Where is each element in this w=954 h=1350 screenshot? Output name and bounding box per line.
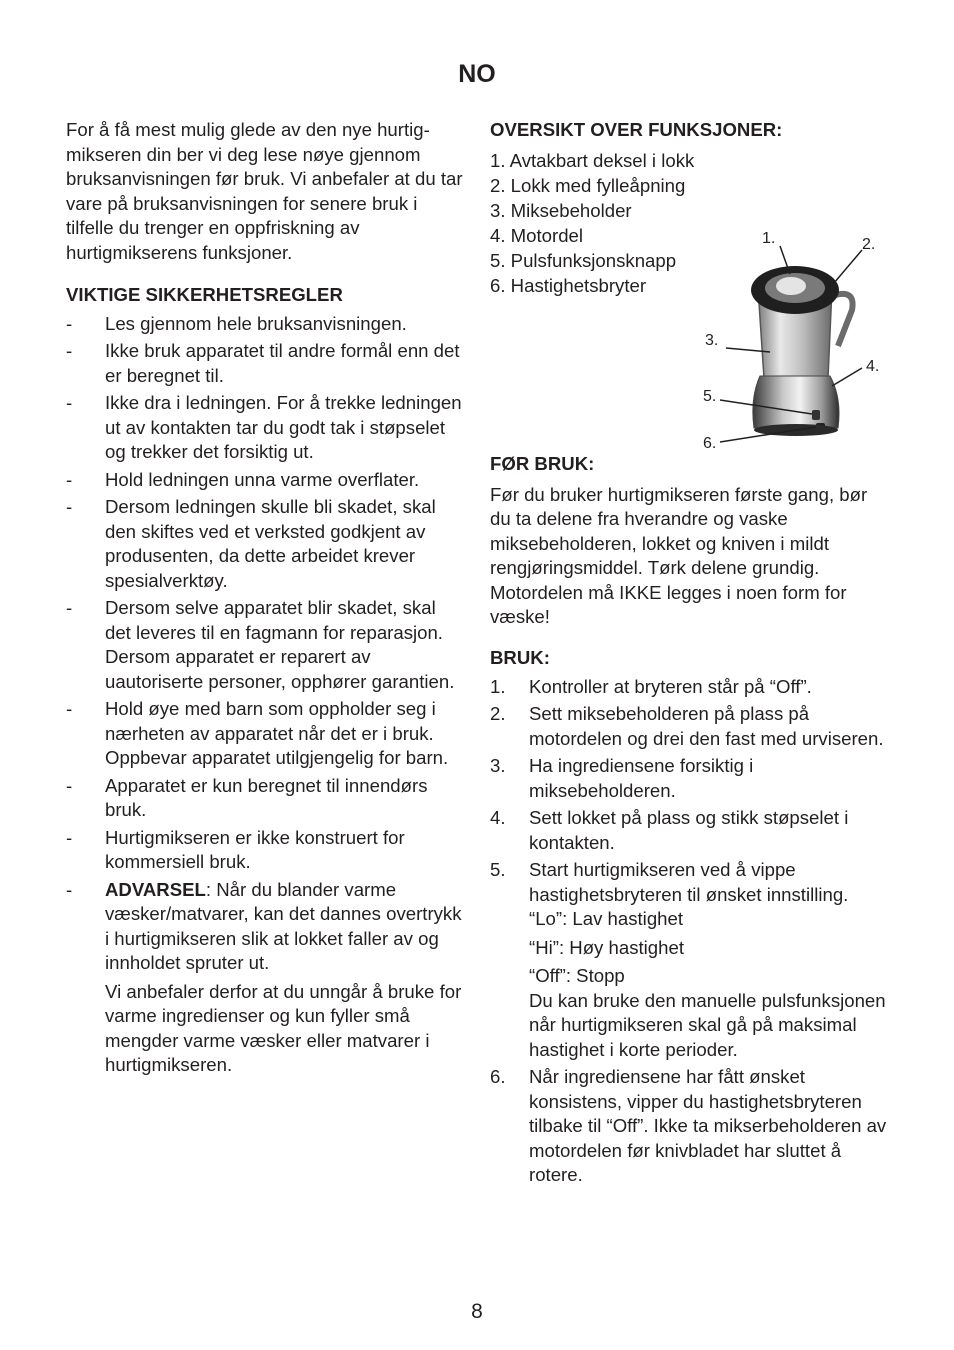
use-steps (490, 675, 900, 1188)
speed-hi: “Hi”: Høy hastighet (529, 936, 684, 958)
page-number: 8 (471, 1300, 483, 1323)
warning-extra: Vi anbefaler derfor at du unngår å bruke for varme ingredienser og kun fyller små mengder varme væsker eller matvarer i hurtigmikseren. (105, 980, 462, 1075)
warning-label: ADVARSEL (105, 878, 206, 900)
before-use-text: Før du bruker hurtigmikseren første gang, bør du ta delene fra hverandre og vaske miksebeholderen, lokket og kniven i mildt rengjøringsmiddel. Tørk delene grundig. Motordelen må IKKE legges i noen form for væske! (490, 483, 868, 627)
list-item: - Hold øye med barn som oppholder seg i nærheten av apparatet når det er i bruk. Oppbevar apparatet utilgjengelig for barn. (66, 698, 449, 768)
list-item: 2. Sett miksebeholderen på plass på motordelen og drei den fast med urviseren. (490, 703, 884, 749)
speed-lo: “Lo”: Lav hastighet (529, 908, 684, 929)
callout-6: 6. (703, 435, 717, 452)
list-item: 1. Kontroller at bryteren står på “Off”. (490, 675, 812, 697)
list-item: 3. Ha ingrediensene forsiktig i miksebeholderen. (490, 755, 754, 801)
list-item: 2. Lokk med fylleåpning (490, 174, 686, 196)
list-item: 5. Start hurtigmikseren ved å vippe hastighetsbryteren til ønsket innstilling. “Lo”: Lav hastighet “Hi”: Høy hastighet “Off”: Stopp Du kan bruke den manuelle pulsfunksjonen når hurtigmikseren skal gå på maksimal hastighet i korte perioder. (490, 858, 900, 1062)
overview-title: OVERSIKT OVER FUNKSJONER: (490, 119, 783, 140)
list-item: 5. Pulsfunksjonsknapp (490, 249, 677, 271)
blender-icon (700, 228, 890, 460)
callout-1: 1. (762, 230, 776, 247)
warning-item: - ADVARSEL: Når du blander varme væsker/matvarer, kan det dannes overtrykk i hurtigmikseren slik at lokket faller av og innholdet spruter ut. Vi anbefaler derfor at du unngår å bruke for varme ingredienser og kun fyller små mengder varme væsker eller matvarer i hurtigmikseren. (66, 878, 466, 1078)
left-column (66, 118, 466, 1081)
before-use-title: FØR BRUK: (490, 453, 595, 474)
callout-4: 4. (866, 358, 880, 375)
list-item: - Hold ledningen unna varme overflater. (66, 468, 420, 490)
list-item: - Apparatet er kun beregnet til innendørs bruk. (66, 774, 428, 820)
before-use-section (490, 452, 890, 630)
callout-3: 3. (705, 332, 719, 349)
use-section (490, 646, 900, 1191)
list-item: - Les gjennom hele bruksanvisningen. (66, 312, 407, 334)
callout-2: 2. (862, 236, 876, 253)
safety-title: VIKTIGE SIKKERHETSREGLER (66, 284, 343, 305)
intro-paragraph: For å få mest mulig glede av den nye hurtigmikseren din ber vi deg lese nøye gjennom bruksanvisningen før bruk. Vi anbefaler at du tar vare på bruksanvisningen for senere bruk i tilfelle du trenger en oppfriskning av hurtigmikserens funksjoner. (66, 119, 463, 263)
list-item: - Ikke dra i ledningen. For å trekke ledningen ut av kontakten tar du godt tak i støpselet og trekker det forsiktig ut. (66, 392, 462, 462)
use-title: BRUK: (490, 647, 550, 668)
safety-list (66, 312, 466, 1078)
list-item: - Dersom ledningen skulle bli skadet, skal den skiftes ved et verksted godkjent av produsenten, da dette arbeidet krever spesialverktøy. (66, 496, 436, 591)
list-item: - Dersom selve apparatet blir skadet, skal det leveres til en fagmann for reparasjon. Dersom apparatet er reparert av uautoriserte personer, opphører garantien. (66, 597, 455, 692)
page-language-header: NO (458, 60, 496, 88)
blender-illustration (700, 228, 890, 460)
list-item: 4. Sett lokket på plass og stikk støpselet i kontakten. (490, 807, 849, 853)
pulse-note: Du kan bruke den manuelle pulsfunksjonen når hurtigmikseren skal gå på maksimal hastighet i korte perioder. (529, 989, 886, 1060)
callout-5: 5. (703, 388, 717, 405)
list-item: 3. Miksebeholder (490, 199, 632, 221)
list-item: 6. Hastighetsbryter (490, 274, 647, 296)
list-item: 4. Motordel (490, 224, 584, 246)
list-item: - Hurtigmikseren er ikke konstruert for kommersiell bruk. (66, 826, 405, 872)
speed-off: “Off”: Stopp (529, 965, 625, 986)
list-item: 1. Avtakbart deksel i lokk (490, 149, 695, 171)
list-item: 6. Når ingrediensene har fått ønsket konsistens, vipper du hastighetsbryteren tilbake til “Off”. Ikke ta mikserbeholderen av motordelen før knivbladet har sluttet å rotere. (490, 1066, 887, 1185)
list-item: - Ikke bruk apparatet til andre formål enn det er beregnet til. (66, 340, 460, 386)
